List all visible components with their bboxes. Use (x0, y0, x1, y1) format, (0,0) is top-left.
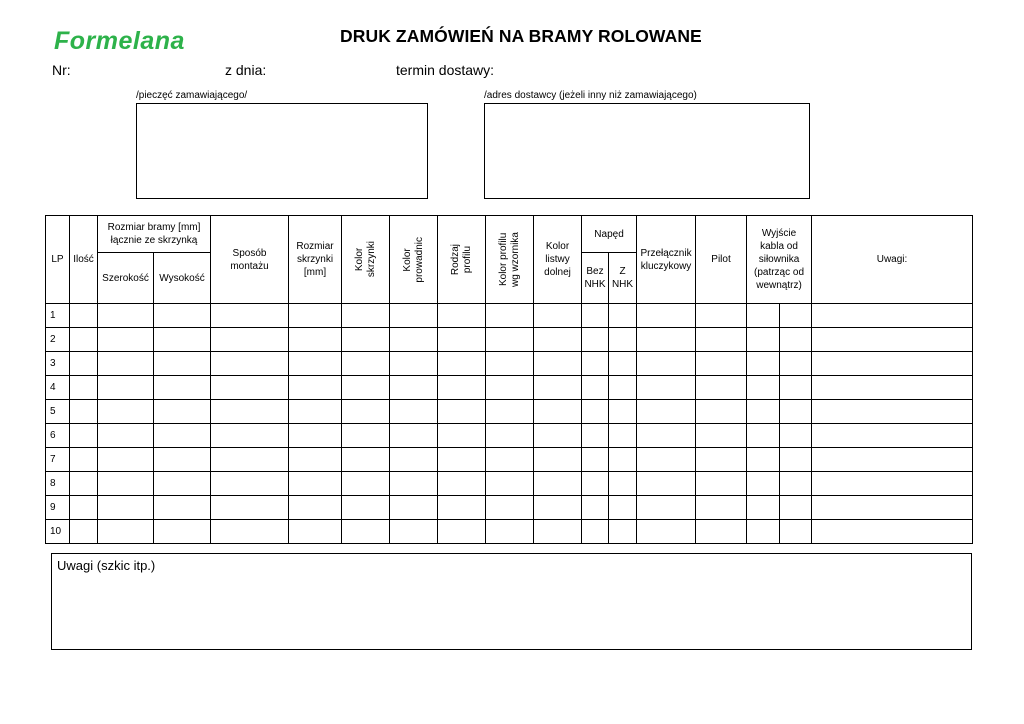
table-cell[interactable] (98, 448, 154, 472)
table-cell[interactable] (637, 400, 696, 424)
table-cell[interactable] (696, 304, 747, 328)
table-cell[interactable] (211, 520, 289, 544)
table-cell[interactable] (696, 424, 747, 448)
table-cell[interactable] (486, 448, 534, 472)
table-cell[interactable] (696, 352, 747, 376)
table-cell[interactable] (609, 472, 637, 496)
table-cell[interactable] (747, 424, 780, 448)
table-cell[interactable] (98, 400, 154, 424)
table-cell[interactable] (812, 352, 973, 376)
table-cell[interactable] (98, 352, 154, 376)
table-cell[interactable] (582, 448, 609, 472)
table-cell[interactable] (70, 400, 98, 424)
table-cell[interactable] (534, 424, 582, 448)
table-cell[interactable] (812, 448, 973, 472)
table-cell[interactable] (747, 352, 780, 376)
header-notes: Uwagi: (812, 216, 973, 304)
table-cell[interactable] (637, 472, 696, 496)
table-cell[interactable] (342, 448, 390, 472)
table-cell[interactable] (154, 304, 211, 328)
table-cell[interactable] (486, 376, 534, 400)
table-cell[interactable] (609, 400, 637, 424)
header-drive: Napęd (582, 216, 637, 253)
table-cell[interactable] (438, 448, 486, 472)
table-cell[interactable] (70, 352, 98, 376)
table-cell[interactable] (534, 448, 582, 472)
table-cell[interactable] (696, 328, 747, 352)
table-cell[interactable] (534, 472, 582, 496)
table-cell[interactable] (582, 352, 609, 376)
table-cell[interactable] (98, 328, 154, 352)
table-cell[interactable] (609, 352, 637, 376)
table-cell[interactable] (780, 400, 812, 424)
table-cell[interactable] (747, 376, 780, 400)
header-mounting: Sposób montażu (211, 216, 289, 304)
table-cell[interactable] (390, 424, 438, 448)
table-cell[interactable] (696, 448, 747, 472)
table-cell[interactable] (154, 448, 211, 472)
order-number-label: Nr: (52, 62, 71, 78)
table-cell[interactable] (390, 496, 438, 520)
header-box-color-label: Kolor skrzynki (353, 241, 377, 278)
table-row (46, 400, 973, 424)
document-title: DRUK ZAMÓWIEŃ NA BRAMY ROLOWANE (340, 26, 702, 46)
table-cell[interactable] (812, 424, 973, 448)
table-cell[interactable] (534, 496, 582, 520)
table-cell[interactable] (154, 328, 211, 352)
table-cell[interactable] (438, 400, 486, 424)
header-box-color (342, 216, 390, 304)
table-row (46, 376, 973, 400)
table-cell[interactable] (211, 376, 289, 400)
table-cell[interactable] (211, 448, 289, 472)
table-cell[interactable] (70, 496, 98, 520)
table-cell[interactable] (534, 520, 582, 544)
table-cell[interactable] (211, 424, 289, 448)
order-table (45, 215, 973, 544)
table-cell[interactable] (696, 496, 747, 520)
table-cell[interactable] (390, 304, 438, 328)
table-cell[interactable] (780, 328, 812, 352)
table-cell[interactable] (637, 352, 696, 376)
sketch-notes-label: Uwagi (szkic itp.) (57, 558, 156, 573)
table-cell[interactable] (390, 448, 438, 472)
table-cell[interactable] (747, 448, 780, 472)
table-cell[interactable] (289, 328, 342, 352)
header-box-size: Rozmiar skrzynki [mm] (289, 216, 342, 304)
table-cell[interactable] (780, 376, 812, 400)
table-cell[interactable] (609, 304, 637, 328)
table-cell[interactable] (342, 424, 390, 448)
table-cell[interactable] (390, 400, 438, 424)
table-cell[interactable] (211, 352, 289, 376)
table-cell[interactable] (637, 496, 696, 520)
table-cell[interactable] (342, 376, 390, 400)
address-caption: /adres dostawcy (jeżeli inny niż zamawiającego) (484, 90, 697, 101)
table-cell[interactable] (812, 472, 973, 496)
table-cell[interactable] (438, 328, 486, 352)
table-cell[interactable] (289, 520, 342, 544)
header-profile-type (438, 216, 486, 304)
table-cell[interactable] (438, 352, 486, 376)
table-row (46, 304, 973, 328)
header-drive-without-nhk: Bez NHK (582, 253, 609, 304)
table-cell[interactable] (289, 376, 342, 400)
row-number: 2 (46, 328, 70, 352)
table-cell[interactable] (342, 304, 390, 328)
table-cell[interactable] (780, 424, 812, 448)
table-row (46, 424, 973, 448)
table-cell[interactable] (154, 352, 211, 376)
row-number: 4 (46, 376, 70, 400)
header-cable-exit: Wyjście kabla od siłownika (patrząc od wewnątrz) (747, 216, 812, 304)
table-cell[interactable] (154, 400, 211, 424)
table-cell[interactable] (154, 472, 211, 496)
table-cell[interactable] (582, 472, 609, 496)
table-cell[interactable] (70, 520, 98, 544)
logo-text: Formelana (54, 27, 185, 55)
table-cell[interactable] (780, 472, 812, 496)
table-cell[interactable] (154, 424, 211, 448)
table-cell[interactable] (289, 472, 342, 496)
row-number: 10 (46, 520, 70, 544)
table-cell[interactable] (534, 328, 582, 352)
table-cell[interactable] (390, 472, 438, 496)
stamp-caption: /pieczęć zamawiającego/ (136, 90, 248, 101)
table-cell[interactable] (70, 304, 98, 328)
header-guide-color (390, 216, 438, 304)
table-cell[interactable] (70, 472, 98, 496)
table-cell[interactable] (289, 304, 342, 328)
row-number: 3 (46, 352, 70, 376)
table-cell[interactable] (342, 472, 390, 496)
table-cell[interactable] (438, 304, 486, 328)
table-cell[interactable] (289, 400, 342, 424)
table-cell[interactable] (390, 352, 438, 376)
table-row (46, 328, 973, 352)
header-lp: LP (46, 216, 70, 304)
table-cell[interactable] (696, 520, 747, 544)
table-cell[interactable] (747, 400, 780, 424)
table-cell[interactable] (211, 472, 289, 496)
table-cell[interactable] (747, 496, 780, 520)
table-cell[interactable] (747, 472, 780, 496)
table-cell[interactable] (747, 520, 780, 544)
table-cell[interactable] (70, 448, 98, 472)
table-cell[interactable] (438, 376, 486, 400)
row-number: 9 (46, 496, 70, 520)
table-cell[interactable] (582, 496, 609, 520)
table-cell[interactable] (486, 328, 534, 352)
table-cell[interactable] (98, 424, 154, 448)
table-cell[interactable] (812, 376, 973, 400)
table-cell[interactable] (289, 448, 342, 472)
formelana-logo (52, 24, 222, 56)
table-cell[interactable] (486, 520, 534, 544)
table-cell[interactable] (486, 424, 534, 448)
table-cell[interactable] (438, 496, 486, 520)
table-cell[interactable] (696, 376, 747, 400)
header-key-switch: Przełącznik kluczykowy (637, 216, 696, 304)
header-profile-color-label: Kolor profilu wg wzornika (497, 231, 521, 288)
table-cell[interactable] (609, 448, 637, 472)
table-cell[interactable] (780, 352, 812, 376)
table-cell[interactable] (780, 448, 812, 472)
table-cell[interactable] (780, 496, 812, 520)
row-number: 1 (46, 304, 70, 328)
header-width: Szerokość (98, 253, 154, 304)
table-cell[interactable] (211, 328, 289, 352)
header-drive-with-nhk: Z NHK (609, 253, 637, 304)
table-cell[interactable] (342, 520, 390, 544)
header-gate-size: Rozmiar bramy [mm] łącznie ze skrzynką (98, 216, 211, 253)
header-remote: Pilot (696, 216, 747, 304)
table-cell[interactable] (289, 424, 342, 448)
row-number: 8 (46, 472, 70, 496)
table-cell[interactable] (747, 328, 780, 352)
header-bottom-strip-color: Kolor listwy dolnej (534, 216, 582, 304)
table-cell[interactable] (342, 400, 390, 424)
table-cell[interactable] (390, 376, 438, 400)
table-cell[interactable] (812, 400, 973, 424)
table-cell[interactable] (696, 400, 747, 424)
table-cell[interactable] (637, 328, 696, 352)
table-cell[interactable] (812, 328, 973, 352)
table-cell[interactable] (154, 520, 211, 544)
row-number: 7 (46, 448, 70, 472)
table-cell[interactable] (534, 304, 582, 328)
header-guide-color-label: Kolor prowadnic (401, 236, 425, 283)
table-cell[interactable] (486, 400, 534, 424)
table-cell[interactable] (98, 472, 154, 496)
table-cell[interactable] (637, 424, 696, 448)
table-cell[interactable] (637, 376, 696, 400)
table-cell[interactable] (438, 472, 486, 496)
table-cell[interactable] (812, 304, 973, 328)
stamp-box[interactable] (136, 103, 428, 199)
table-cell[interactable] (289, 352, 342, 376)
table-cell[interactable] (582, 400, 609, 424)
delivery-date-label: termin dostawy: (396, 62, 495, 78)
table-cell[interactable] (98, 376, 154, 400)
table-cell[interactable] (534, 352, 582, 376)
table-cell[interactable] (154, 376, 211, 400)
table-cell[interactable] (534, 376, 582, 400)
table-cell[interactable] (780, 304, 812, 328)
table-cell[interactable] (637, 520, 696, 544)
table-cell[interactable] (812, 520, 973, 544)
table-cell[interactable] (637, 448, 696, 472)
table-cell[interactable] (438, 424, 486, 448)
table-cell[interactable] (486, 496, 534, 520)
header-profile-type-label: Rodzaj profilu (449, 243, 473, 276)
table-cell[interactable] (582, 520, 609, 544)
table-row (46, 448, 973, 472)
table-cell[interactable] (289, 496, 342, 520)
delivery-address-box[interactable] (484, 103, 810, 199)
header-profile-color (486, 216, 534, 304)
row-number: 5 (46, 400, 70, 424)
table-cell[interactable] (70, 376, 98, 400)
header-height: Wysokość (154, 253, 211, 304)
table-cell[interactable] (70, 424, 98, 448)
table-cell[interactable] (211, 496, 289, 520)
table-cell[interactable] (98, 304, 154, 328)
table-cell[interactable] (609, 496, 637, 520)
table-cell[interactable] (812, 496, 973, 520)
table-cell[interactable] (609, 328, 637, 352)
order-date-label: z dnia: (225, 62, 267, 78)
header-quantity: Ilość (70, 216, 98, 304)
table-row (46, 496, 973, 520)
table-cell[interactable] (780, 520, 812, 544)
table-cell[interactable] (390, 328, 438, 352)
table-cell[interactable] (609, 520, 637, 544)
table-cell[interactable] (582, 424, 609, 448)
table-cell[interactable] (582, 328, 609, 352)
table-cell[interactable] (582, 376, 609, 400)
table-cell[interactable] (486, 352, 534, 376)
table-row (46, 472, 973, 496)
table-cell[interactable] (70, 328, 98, 352)
table-cell[interactable] (637, 304, 696, 328)
row-number: 6 (46, 424, 70, 448)
table-cell[interactable] (747, 304, 780, 328)
table-cell[interactable] (154, 496, 211, 520)
table-cell[interactable] (211, 400, 289, 424)
table-cell[interactable] (342, 328, 390, 352)
table-cell[interactable] (342, 352, 390, 376)
table-cell[interactable] (342, 496, 390, 520)
table-cell[interactable] (696, 472, 747, 496)
sketch-notes-box[interactable] (51, 553, 972, 650)
table-cell[interactable] (486, 304, 534, 328)
table-cell[interactable] (609, 424, 637, 448)
table-cell[interactable] (486, 472, 534, 496)
table-cell[interactable] (582, 304, 609, 328)
table-cell[interactable] (211, 304, 289, 328)
table-cell[interactable] (534, 400, 582, 424)
table-row (46, 352, 973, 376)
table-cell[interactable] (390, 520, 438, 544)
table-cell[interactable] (98, 520, 154, 544)
table-row (46, 520, 973, 544)
table-cell[interactable] (98, 496, 154, 520)
table-cell[interactable] (438, 520, 486, 544)
table-cell[interactable] (609, 376, 637, 400)
